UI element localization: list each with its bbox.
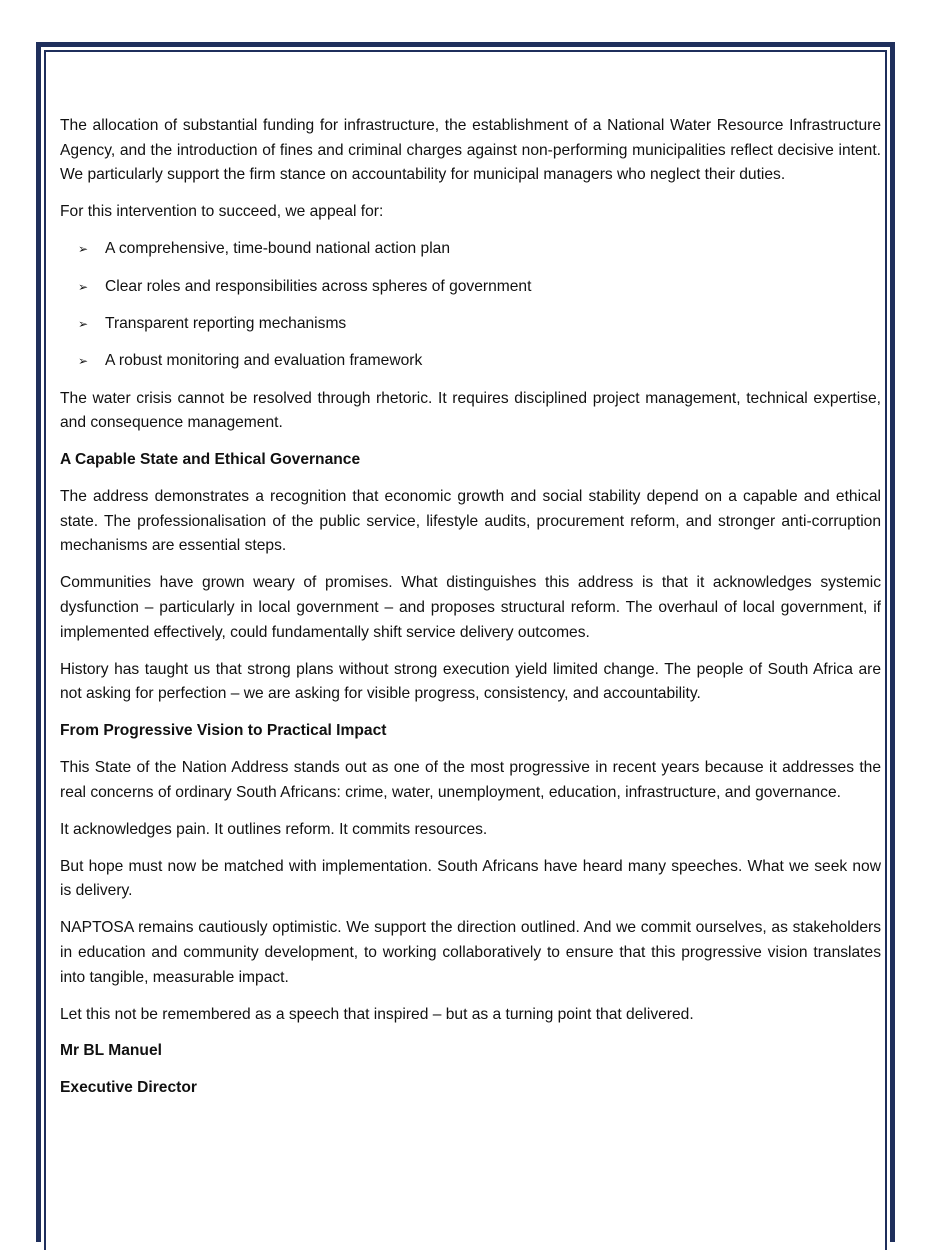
- arrow-bullet-icon: ➢: [78, 279, 89, 294]
- signature-title: Executive Director: [60, 1079, 197, 1097]
- list-item: [60, 312, 881, 337]
- list-item-text: A robust monitoring and evaluation framework: [105, 352, 423, 370]
- paragraph-acknowledges: It acknowledges pain. It outlines reform. It commits resources.: [60, 820, 488, 838]
- list-item: [60, 349, 881, 374]
- paragraph-appeal-intro: For this intervention to succeed, we appeal for:: [60, 203, 384, 221]
- list-item-text: A comprehensive, time-bound national action plan: [105, 240, 451, 258]
- list-item-text: Transparent reporting mechanisms: [105, 314, 347, 332]
- paragraph-communities: Communities have grown weary of promises. What distinguishes this address is that it acknowledges systemic dysfunction – particularly in local government – and proposes structural reform. The overhaul of local government, if implemented effectively, could fundamentally shift service delivery outcomes.: [60, 574, 881, 641]
- section-heading-progressive-vision: From Progressive Vision to Practical Impact: [60, 722, 387, 740]
- paragraph-closing: Let this not be remembered as a speech that inspired – but as a turning point that delivered.: [60, 1005, 694, 1023]
- document-body: [60, 114, 881, 1113]
- list-item-text: Clear roles and responsibilities across spheres of government: [105, 277, 532, 295]
- appeals-list: [60, 237, 881, 374]
- paragraph-water-conclusion: The water crisis cannot be resolved through rhetoric. It requires disciplined project management, technical expertise, and consequence management.: [60, 389, 881, 432]
- paragraph-naptosa: NAPTOSA remains cautiously optimistic. We support the direction outlined. And we commit ourselves, as stakeholders in education and community development, to working collaboratively to ensure that this progressive vision translates into tangible, measurable impact.: [60, 919, 881, 986]
- paragraph-capable-state: The address demonstrates a recognition that economic growth and social stability depend on a capable and ethical state. The professionalisation of the public service, lifestyle audits, procurement reform, and stronger anti-corruption mechanisms are essential steps.: [60, 488, 881, 555]
- paragraph-sona: This State of the Nation Address stands out as one of the most progressive in recent years because it addresses the real concerns of ordinary South Africans: crime, water, unemployment, education, infrastructure, and governance.: [60, 759, 881, 801]
- arrow-bullet-icon: ➢: [78, 242, 89, 257]
- paragraph-history: History has taught us that strong plans without strong execution yield limited change. The people of South Africa are not asking for perfection – we are asking for visible progress, consistency, and accountability.: [60, 660, 881, 703]
- arrow-bullet-icon: ➢: [78, 354, 89, 369]
- list-item: [60, 237, 881, 262]
- section-heading-capable-state: A Capable State and Ethical Governance: [60, 451, 361, 469]
- list-item: [60, 275, 881, 300]
- arrow-bullet-icon: ➢: [78, 316, 89, 331]
- paragraph-hope: But hope must now be matched with implementation. South Africans have heard many speeches. What we seek now is delivery.: [60, 857, 881, 900]
- paragraph-funding: The allocation of substantial funding for infrastructure, the establishment of a National Water Resource Infrastructure Agency, and the introduction of fines and criminal charges against non-performing municipalities reflect decisive intent. We particularly support the firm stance on accountability for municipal managers who neglect their duties.: [60, 117, 881, 184]
- signature-name: Mr BL Manuel: [60, 1042, 162, 1060]
